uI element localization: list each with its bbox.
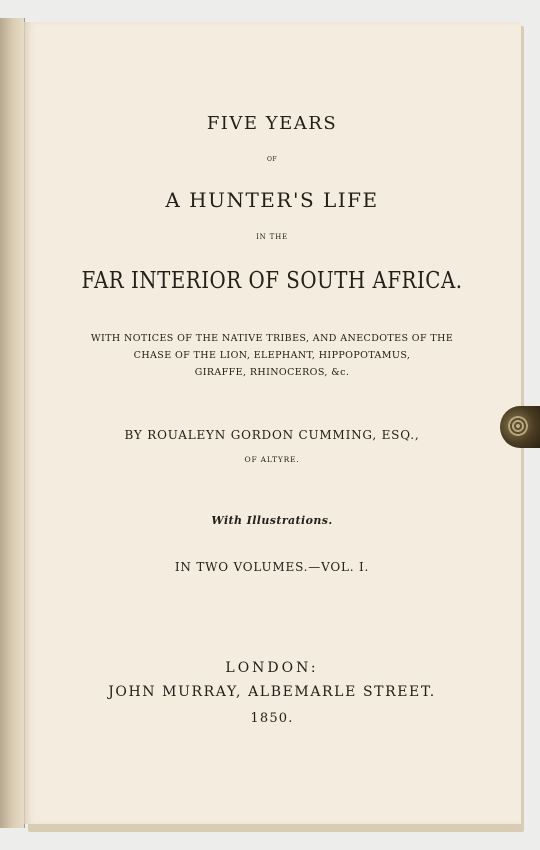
subtitle-line-1: WITH NOTICES OF THE NATIVE TRIBES, AND ANECDOTES OF THE (90, 333, 454, 344)
illustrations-note: With Illustrations. (211, 514, 333, 527)
subtitle-line-3: GIRAFFE, RHINOCEROS, &c. (194, 367, 350, 378)
title-line-2: A HUNTER'S LIFE (165, 188, 379, 212)
book-spine (0, 18, 25, 828)
subtitle-line-2: CHASE OF THE LION, ELEPHANT, HIPPOPOTAMUS, (133, 350, 411, 361)
title-line-1: FIVE YEARS (206, 113, 338, 134)
title-page (24, 22, 521, 824)
volume-note: IN TWO VOLUMES.—VOL. I. (174, 560, 370, 574)
author-place: OF ALTYRE. (244, 455, 300, 464)
author-line: BY ROUALEYN GORDON CUMMING, ESQ., (124, 428, 420, 442)
title-connector-in-the: IN THE (256, 233, 288, 241)
title-line-3: FAR INTERIOR OF SOUTH AFRICA. (81, 268, 463, 294)
imprint-city: LONDON: (225, 660, 319, 676)
imprint-year: 1850. (250, 711, 294, 726)
title-connector-of: OF (266, 156, 278, 163)
imprint-publisher: JOHN MURRAY, ALBEMARLE STREET. (108, 684, 436, 700)
